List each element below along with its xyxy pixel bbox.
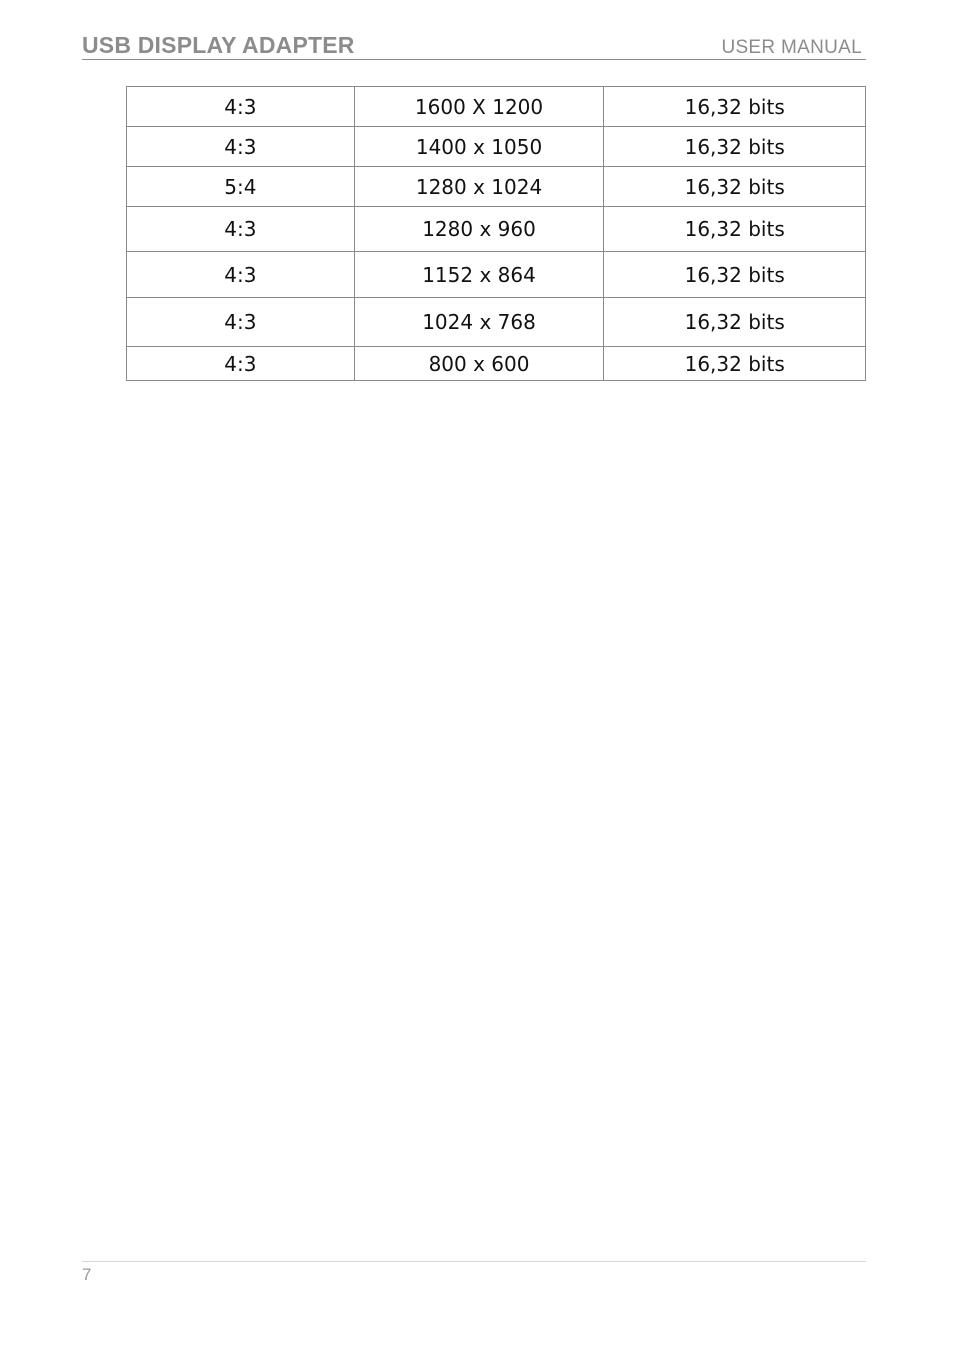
- color-depth-cell: 16,32 bits: [604, 252, 866, 298]
- table-row: [127, 207, 866, 252]
- footer-divider: [82, 1261, 866, 1262]
- table-row: [127, 298, 866, 347]
- page-header: [82, 30, 866, 60]
- table-row: [127, 252, 866, 298]
- color-depth-cell: 16,32 bits: [604, 207, 866, 252]
- page-number: 7: [82, 1265, 92, 1284]
- document-section: USER MANUAL: [721, 37, 862, 58]
- resolution-cell: 1152 x 864: [354, 252, 604, 298]
- color-depth-cell: 16,32 bits: [604, 167, 866, 207]
- resolution-cell: 800 x 600: [354, 347, 604, 381]
- resolution-table: [126, 86, 866, 381]
- document-title: USB DISPLAY ADAPTER: [82, 32, 355, 58]
- aspect-ratio-cell: 4:3: [127, 87, 355, 127]
- table-row: [127, 87, 866, 127]
- aspect-ratio-cell: 5:4: [127, 167, 355, 207]
- color-depth-cell: 16,32 bits: [604, 347, 866, 381]
- resolution-cell: 1600 X 1200: [354, 87, 604, 127]
- color-depth-cell: 16,32 bits: [604, 127, 866, 167]
- table-row: [127, 347, 866, 381]
- color-depth-cell: 16,32 bits: [604, 87, 866, 127]
- table-row: [127, 167, 866, 207]
- aspect-ratio-cell: 4:3: [127, 127, 355, 167]
- aspect-ratio-cell: 4:3: [127, 347, 355, 381]
- resolution-cell: 1280 x 960: [354, 207, 604, 252]
- color-depth-cell: 16,32 bits: [604, 298, 866, 347]
- aspect-ratio-cell: 4:3: [127, 298, 355, 347]
- resolution-cell: 1280 x 1024: [354, 167, 604, 207]
- aspect-ratio-cell: 4:3: [127, 207, 355, 252]
- table-row: [127, 127, 866, 167]
- aspect-ratio-cell: 4:3: [127, 252, 355, 298]
- resolution-cell: 1024 x 768: [354, 298, 604, 347]
- resolution-cell: 1400 x 1050: [354, 127, 604, 167]
